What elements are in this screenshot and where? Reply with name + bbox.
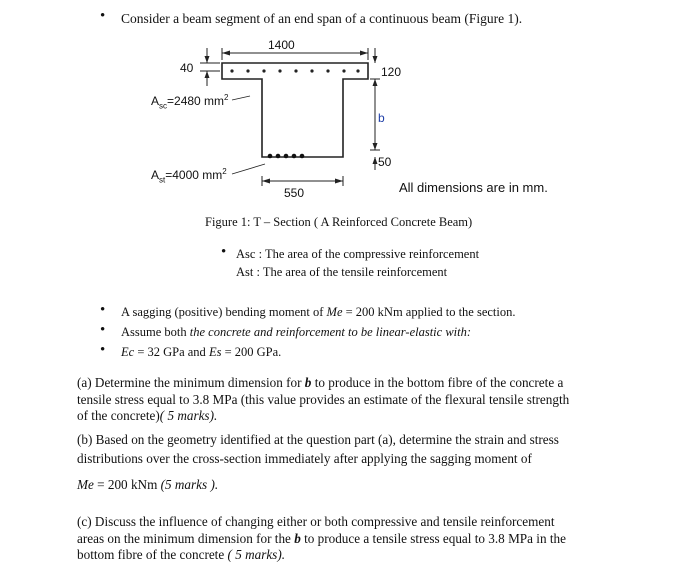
- dim-line-40: [200, 48, 220, 86]
- dim-bottom-cover: 50: [378, 155, 392, 169]
- asc-leader: [232, 96, 250, 100]
- dim-flange-thickness-left: 40: [180, 61, 194, 75]
- bullet-assumption: Assume both the concrete and reinforcement to be linear-elastic with:: [121, 325, 472, 339]
- dim-line-right: [370, 48, 380, 170]
- asc-label: $A_{sc}=2480$ $mm^2$: [151, 93, 229, 111]
- dim-web-bottom: 550: [284, 186, 305, 200]
- legend-ast: Ast : The area of the tensile reinforcement: [236, 265, 448, 279]
- compression-reinforcement: [230, 69, 359, 72]
- dim-web-label: b: [378, 111, 385, 125]
- t-section-figure: [0, 0, 700, 210]
- dimension-note: All dimensions are in mm.: [399, 180, 548, 195]
- bullet-moment: A sagging (positive) bending moment of Me = 200 kNm applied to the section.: [121, 305, 516, 319]
- figure-caption: Figure 1: T – Section ( A Reinforced Concrete Beam): [205, 215, 473, 229]
- intro-text: Consider a beam segment of an end span of a continuous beam (Figure 1).: [121, 11, 523, 26]
- ast-label: $A_{st}=4000$ $mm^2$: [151, 167, 227, 185]
- legend-asc: Asc : The area of the compressive reinforcement: [236, 247, 480, 261]
- dim-flange-width: 1400: [268, 38, 295, 52]
- bullet-marker: •: [100, 8, 106, 24]
- bullet-marker: •: [100, 302, 106, 318]
- legend-bullet: •: [221, 244, 227, 260]
- bullet-moduli: Ec = 32 GPa and Es = 200 GPa.: [121, 345, 282, 359]
- question-part-b: (b) Based on the geometry identified at the question part (a), determine the strain and stress distributions over the cross-section immediately after applying the sagging moment of Me = 200 kNm (5 marks ).: [77, 432, 559, 492]
- dim-line-550: [262, 176, 343, 186]
- question-part-a: (a) Determine the minimum dimension for b to produce in the bottom fibre of the concrete a tensile stress equal to 3.8 MPa (this value provides an estimate of the flexural tensile strength of the concrete)( 5 marks).: [77, 375, 570, 423]
- ast-leader: [232, 164, 265, 174]
- dim-flange-thickness-right: 120: [381, 65, 402, 79]
- dim-line-1400: [222, 48, 368, 60]
- t-section-outline: [222, 63, 368, 157]
- question-part-c: (c) Discuss the influence of changing either or both compressive and tensile reinforcement areas on the minimum dimension for the b to produce a tensile stress equal to 3.8 MPa in the bottom fibre of the concrete ( 5 marks).: [77, 514, 566, 562]
- bullet-marker: •: [100, 322, 106, 338]
- bullet-marker: •: [100, 342, 106, 358]
